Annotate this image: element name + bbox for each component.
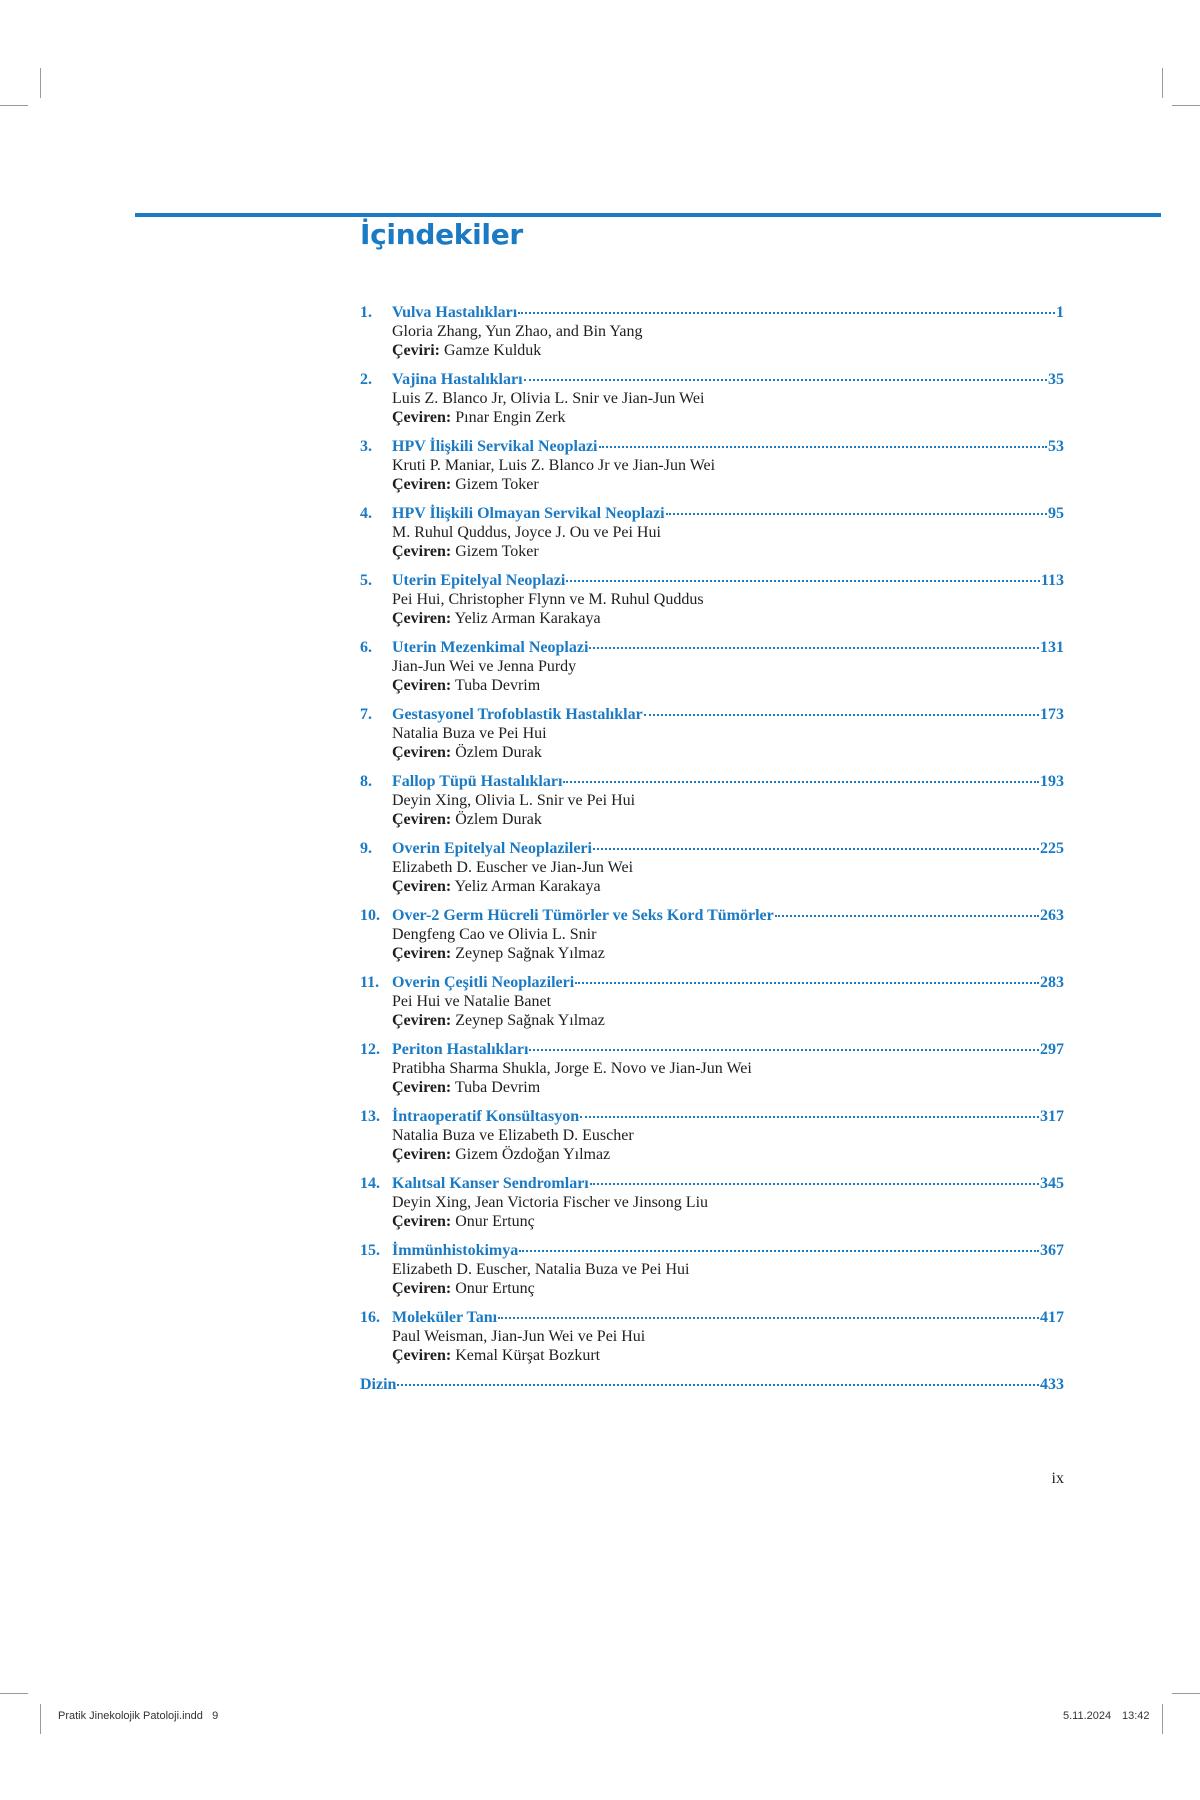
- toc-entry: [360, 1308, 1064, 1375]
- chapter-translator-line: [360, 1279, 1064, 1298]
- toc-entry: [360, 1040, 1064, 1107]
- toc-entry: [360, 571, 1064, 638]
- translator-label: Çeviren:: [392, 677, 452, 694]
- chapter-number: 11.: [360, 974, 380, 991]
- chapter-title[interactable]: İmmünhistokimya: [392, 1242, 519, 1259]
- toc-entry-heading[interactable]: [360, 705, 1064, 724]
- chapter-translator-line: [360, 609, 1064, 628]
- chapter-page: 131: [1040, 639, 1064, 656]
- toc-entry-heading[interactable]: [360, 772, 1064, 791]
- toc-entry-heading[interactable]: [360, 973, 1064, 992]
- dot-leader: [775, 915, 1039, 917]
- crop-mark: [1172, 105, 1200, 106]
- chapter-page: 225: [1040, 840, 1064, 857]
- chapter-title[interactable]: Periton Hastalıkları: [392, 1041, 529, 1058]
- translator-label: Çeviren:: [392, 1213, 452, 1230]
- chapter-number: 12.: [360, 1041, 380, 1058]
- chapter-number: 13.: [360, 1108, 380, 1125]
- slug-filename: Pratik Jinekolojik Patoloji.indd 9: [58, 1710, 219, 1722]
- chapter-title[interactable]: Vajina Hastalıkları: [392, 371, 523, 388]
- crop-mark: [0, 1693, 28, 1694]
- dot-leader: [666, 513, 1047, 515]
- chapter-authors: Deyin Xing, Jean Victoria Fischer ve Jinsong Liu: [392, 1194, 709, 1211]
- chapter-title[interactable]: HPV İlişkili Servikal Neoplazi: [392, 438, 598, 455]
- chapter-translator-line: [360, 341, 1064, 360]
- chapter-authors: Pei Hui, Christopher Flynn ve M. Ruhul Quddus: [392, 591, 704, 608]
- chapter-translator-line: [360, 1212, 1064, 1231]
- chapter-title[interactable]: Uterin Mezenkimal Neoplazi: [392, 639, 589, 656]
- chapter-authors: Jian-Jun Wei ve Jenna Purdy: [392, 658, 577, 675]
- chapter-title[interactable]: Gestasyonel Trofoblastik Hastalıklar: [392, 706, 643, 723]
- toc-entry-heading[interactable]: [360, 839, 1064, 858]
- chapter-title[interactable]: Uterin Epitelyal Neoplazi: [392, 572, 566, 589]
- chapter-number: 15.: [360, 1242, 380, 1259]
- chapter-page: 173: [1040, 706, 1064, 723]
- chapter-number: 7.: [360, 706, 372, 723]
- chapter-page: 317: [1040, 1108, 1064, 1125]
- translator-name: Gizem Toker: [455, 476, 539, 493]
- translator-label: Çeviren:: [392, 1079, 452, 1096]
- translator-label: Çeviren:: [392, 1146, 452, 1163]
- chapter-translator-line: [360, 810, 1064, 829]
- translator-label: Çeviren:: [392, 1012, 452, 1029]
- toc-entry: [360, 437, 1064, 504]
- dot-leader: [519, 1250, 1039, 1252]
- chapter-title[interactable]: Overin Çeşitli Neoplazileri: [392, 974, 575, 991]
- translator-label: Çeviren:: [392, 543, 452, 560]
- translator-label: Çeviren:: [392, 744, 452, 761]
- toc-entry-heading[interactable]: [360, 1107, 1064, 1126]
- crop-mark: [40, 1704, 41, 1734]
- chapter-page: 367: [1040, 1242, 1064, 1259]
- translator-name: Gizem Özdoğan Yılmaz: [455, 1146, 611, 1163]
- crop-mark: [1162, 68, 1163, 98]
- dot-leader: [590, 1183, 1039, 1185]
- toc-entry-heading[interactable]: [360, 1241, 1064, 1260]
- chapter-number: 9.: [360, 840, 372, 857]
- chapter-number: 2.: [360, 371, 372, 388]
- toc-entry-heading[interactable]: [360, 303, 1064, 322]
- toc-entry: [360, 839, 1064, 906]
- dot-leader: [518, 312, 1055, 314]
- chapter-title[interactable]: Fallop Tüpü Hastalıkları: [392, 773, 563, 790]
- toc-entry: [360, 638, 1064, 705]
- chapter-page: 53: [1048, 438, 1064, 455]
- translator-label: Çeviri:: [392, 342, 440, 359]
- dot-leader: [644, 714, 1039, 716]
- chapter-page: 263: [1040, 907, 1064, 924]
- chapter-number: 1.: [360, 304, 372, 321]
- chapter-translator-line: [360, 676, 1064, 695]
- chapter-page: 1: [1056, 304, 1064, 321]
- chapter-authors: Pratibha Sharma Shukla, Jorge E. Novo ve Jian-Jun Wei: [392, 1060, 752, 1077]
- translator-name: Gizem Toker: [455, 543, 539, 560]
- dot-leader: [593, 848, 1039, 850]
- toc-entry: [360, 1107, 1064, 1174]
- translator-name: Yeliz Arman Karakaya: [454, 878, 601, 895]
- translator-label: Çeviren:: [392, 878, 452, 895]
- chapter-authors: Elizabeth D. Euscher, Natalia Buza ve Pei Hui: [392, 1261, 690, 1278]
- chapter-authors: Dengfeng Cao ve Olivia L. Snir: [392, 926, 597, 943]
- chapter-page: 345: [1040, 1175, 1064, 1192]
- translator-label: Çeviren:: [392, 1280, 452, 1297]
- toc-entry: [360, 906, 1064, 973]
- chapter-page: 297: [1040, 1041, 1064, 1058]
- chapter-translator-line: [360, 475, 1064, 494]
- translator-label: Çeviren:: [392, 1347, 452, 1364]
- translator-label: Çeviren:: [392, 610, 452, 627]
- index-title[interactable]: Dizin: [360, 1376, 397, 1393]
- translator-name: Gamze Kulduk: [443, 342, 542, 359]
- translator-name: Tuba Devrim: [454, 677, 541, 694]
- page-title: İçindekiler: [360, 218, 523, 251]
- translator-name: Özlem Durak: [455, 744, 542, 761]
- dot-leader: [563, 781, 1039, 783]
- translator-name: Yeliz Arman Karakaya: [454, 610, 601, 627]
- translator-name: Pınar Engin Zerk: [455, 409, 566, 426]
- toc-index-entry[interactable]: [360, 1375, 1064, 1394]
- slug-time: 13:42: [1122, 1710, 1150, 1722]
- toc-entry-heading[interactable]: [360, 437, 1064, 456]
- chapter-title[interactable]: Vulva Hastalıkları: [392, 304, 518, 321]
- chapter-authors: Deyin Xing, Olivia L. Snir ve Pei Hui: [392, 792, 636, 809]
- translator-name: Özlem Durak: [455, 811, 542, 828]
- dot-leader: [599, 446, 1048, 448]
- dot-leader: [498, 1317, 1039, 1319]
- chapter-number: 10.: [360, 907, 380, 924]
- dot-leader: [397, 1384, 1039, 1386]
- crop-mark: [40, 68, 41, 98]
- index-page: 433: [1040, 1376, 1064, 1393]
- chapter-page: 193: [1040, 773, 1064, 790]
- toc-entry: [360, 1174, 1064, 1241]
- translator-label: Çeviren:: [392, 409, 452, 426]
- chapter-translator-line: [360, 542, 1064, 561]
- chapter-authors: M. Ruhul Quddus, Joyce J. Ou ve Pei Hui: [392, 524, 661, 541]
- translator-label: Çeviren:: [392, 945, 452, 962]
- toc-entry-heading[interactable]: [360, 504, 1064, 523]
- table-of-contents: [360, 303, 1064, 1394]
- translator-name: Kemal Kürşat Bozkurt: [455, 1347, 601, 1364]
- dot-leader: [524, 379, 1047, 381]
- toc-entry: [360, 303, 1064, 370]
- chapter-title[interactable]: Over-2 Germ Hücreli Tümörler ve Seks Kord Tümörler: [392, 907, 774, 924]
- dot-leader: [529, 1049, 1039, 1051]
- crop-mark: [1172, 1693, 1200, 1694]
- chapter-number: 6.: [360, 639, 372, 656]
- chapter-number: 16.: [360, 1309, 380, 1326]
- toc-entry-heading[interactable]: [360, 1308, 1064, 1327]
- chapter-title[interactable]: HPV İlişkili Olmayan Servikal Neoplazi: [392, 505, 665, 522]
- chapter-translator-line: [360, 1078, 1064, 1097]
- chapter-page: 113: [1040, 572, 1064, 589]
- crop-mark: [0, 105, 28, 106]
- chapter-authors: Paul Weisman, Jian-Jun Wei ve Pei Hui: [392, 1328, 646, 1345]
- translator-name: Onur Ertunç: [455, 1280, 535, 1297]
- toc-entry: [360, 1241, 1064, 1308]
- chapter-authors: Gloria Zhang, Yun Zhao, and Bin Yang: [392, 323, 643, 340]
- translator-name: Tuba Devrim: [454, 1079, 541, 1096]
- toc-entry: [360, 973, 1064, 1040]
- chapter-authors: Pei Hui ve Natalie Banet: [392, 993, 552, 1010]
- translator-name: Onur Ertunç: [455, 1213, 535, 1230]
- toc-entry: [360, 370, 1064, 437]
- chapter-authors: Natalia Buza ve Elizabeth D. Euscher: [392, 1127, 634, 1144]
- chapter-number: 8.: [360, 773, 372, 790]
- toc-entry-heading[interactable]: [360, 1040, 1064, 1059]
- chapter-translator-line: [360, 743, 1064, 762]
- chapter-number: 4.: [360, 505, 372, 522]
- chapter-page: 283: [1040, 974, 1064, 991]
- translator-label: Çeviren:: [392, 476, 452, 493]
- translator-name: Zeynep Sağnak Yılmaz: [455, 1012, 605, 1029]
- dot-leader: [580, 1116, 1039, 1118]
- chapter-page: 95: [1048, 505, 1064, 522]
- dot-leader: [575, 982, 1039, 984]
- chapter-authors: Luis Z. Blanco Jr, Olivia L. Snir ve Jian-Jun Wei: [392, 390, 705, 407]
- slug-date: 5.11.2024: [1063, 1710, 1112, 1722]
- chapter-page: 417: [1040, 1309, 1064, 1326]
- toc-entry-heading[interactable]: [360, 370, 1064, 389]
- translator-name: Zeynep Sağnak Yılmaz: [455, 945, 605, 962]
- title-rule: [135, 213, 1161, 217]
- chapter-translator-line: [360, 1011, 1064, 1030]
- toc-entry: [360, 504, 1064, 571]
- toc-entry: [360, 772, 1064, 839]
- chapter-translator-line: [360, 1346, 1064, 1365]
- chapter-page: 35: [1048, 371, 1064, 388]
- chapter-title[interactable]: Moleküler Tanı: [392, 1309, 498, 1326]
- chapter-translator-line: [360, 877, 1064, 896]
- chapter-number: 5.: [360, 572, 372, 589]
- chapter-translator-line: [360, 944, 1064, 963]
- chapter-title[interactable]: İntraoperatif Konsültasyon: [392, 1108, 580, 1125]
- chapter-number: 3.: [360, 438, 372, 455]
- chapter-translator-line: [360, 408, 1064, 427]
- chapter-title[interactable]: Overin Epitelyal Neoplazileri: [392, 840, 592, 857]
- toc-entry-heading[interactable]: [360, 638, 1064, 657]
- toc-entry: [360, 705, 1064, 772]
- chapter-number: 14.: [360, 1175, 380, 1192]
- translator-label: Çeviren:: [392, 811, 452, 828]
- toc-entry-heading[interactable]: [360, 571, 1064, 590]
- chapter-title[interactable]: Kalıtsal Kanser Sendromları: [392, 1175, 589, 1192]
- toc-entry-heading[interactable]: [360, 1174, 1064, 1193]
- toc-entry-heading[interactable]: [360, 906, 1064, 925]
- chapter-authors: Kruti P. Maniar, Luis Z. Blanco Jr ve Jian-Jun Wei: [392, 457, 716, 474]
- chapter-authors: Elizabeth D. Euscher ve Jian-Jun Wei: [392, 859, 634, 876]
- crop-mark: [1162, 1704, 1163, 1734]
- dot-leader: [566, 580, 1040, 582]
- chapter-authors: Natalia Buza ve Pei Hui: [392, 725, 547, 742]
- dot-leader: [589, 647, 1039, 649]
- chapter-translator-line: [360, 1145, 1064, 1164]
- page-number: ix: [1051, 1470, 1064, 1487]
